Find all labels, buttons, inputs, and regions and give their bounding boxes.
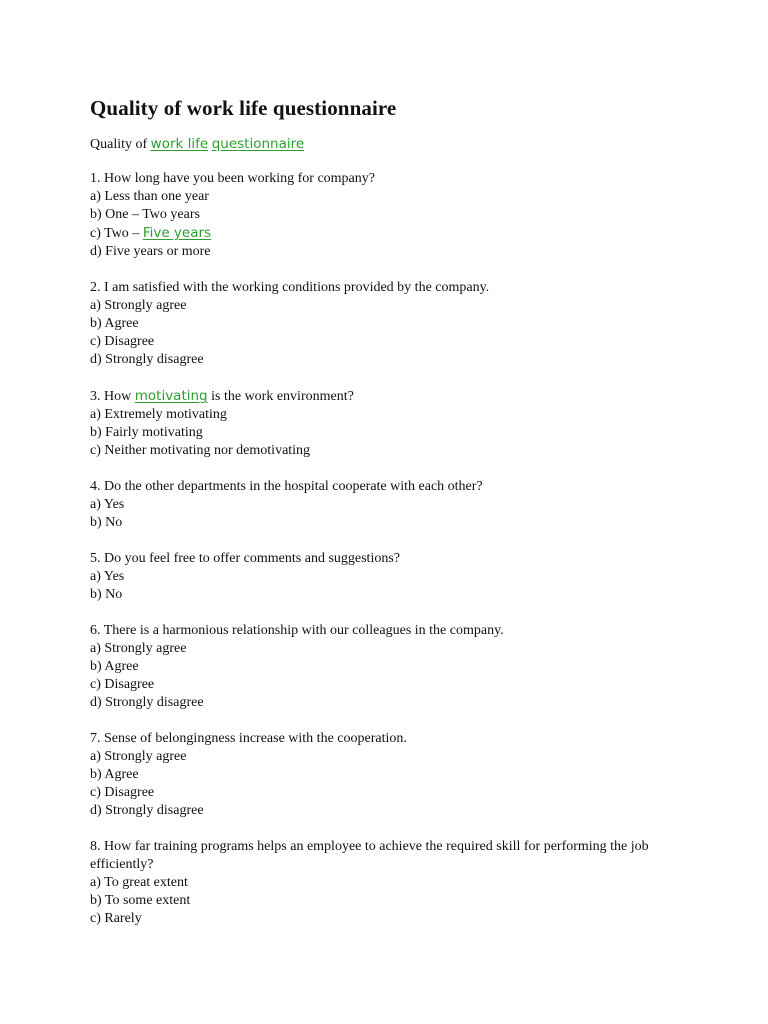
question-text: 8. How far training programs helps an employee to achieve the required skill for performing the job efficiently? (90, 839, 649, 872)
option-a: a) To great extent (90, 875, 188, 890)
option-a: a) Yes (90, 569, 125, 584)
option-c: c) Rarely (90, 911, 142, 926)
question-3 (90, 387, 690, 460)
document-page (90, 94, 690, 946)
option-a: a) Less than one year (90, 189, 209, 204)
question-6 (90, 622, 690, 712)
question-text: 7. Sense of belongingness increase with the cooperation. (90, 731, 407, 746)
page-title: Quality of work life questionnaire (90, 96, 397, 120)
question-text: 4. Do the other departments in the hospital cooperate with each other? (90, 479, 483, 494)
option-a: a) Strongly agree (90, 641, 187, 656)
option-a: a) Strongly agree (90, 749, 187, 764)
option-b: b) No (90, 587, 123, 602)
question-text: 6. There is a harmonious relationship with our colleagues in the company. (90, 623, 504, 638)
option-b: b) Agree (90, 659, 139, 674)
subtitle (90, 134, 690, 155)
option-b: b) To some extent (90, 893, 191, 908)
option-c-prefix: c) Two – (90, 226, 143, 241)
option-a: a) Strongly agree (90, 298, 187, 313)
question-text: 1. How long have you been working for company? (90, 171, 375, 186)
option-d: d) Strongly disagree (90, 803, 204, 818)
option-d: d) Five years or more (90, 244, 211, 259)
question-text-suffix: is the work environment? (207, 389, 354, 404)
option-b: b) Agree (90, 767, 139, 782)
work-life-link[interactable]: work life (150, 136, 209, 152)
question-text-prefix: 3. How (90, 389, 135, 404)
motivating-link[interactable]: motivating (134, 388, 208, 404)
question-1 (90, 170, 690, 261)
five-years-link[interactable]: Five years (142, 225, 212, 241)
option-a: a) Extremely motivating (90, 407, 227, 422)
question-4 (90, 478, 690, 532)
option-a: a) Yes (90, 497, 125, 512)
question-7 (90, 730, 690, 820)
subtitle-prefix: Quality of (90, 137, 151, 152)
question-2 (90, 279, 690, 369)
option-c (90, 224, 690, 243)
option-c: c) Disagree (90, 677, 155, 692)
option-c: c) Disagree (90, 785, 155, 800)
option-c: c) Neither motivating nor demotivating (90, 443, 311, 458)
option-d: d) Strongly disagree (90, 352, 204, 367)
option-c: c) Disagree (90, 334, 155, 349)
question-text (90, 387, 690, 406)
question-8 (90, 838, 690, 928)
question-5 (90, 550, 690, 604)
question-text: 5. Do you feel free to offer comments and suggestions? (90, 551, 400, 566)
option-d: d) Strongly disagree (90, 695, 204, 710)
questionnaire-link[interactable]: questionnaire (211, 136, 305, 152)
option-b: b) Fairly motivating (90, 425, 203, 440)
option-b: b) Agree (90, 316, 139, 331)
option-b: b) One – Two years (90, 207, 200, 222)
question-text: 2. I am satisfied with the working conditions provided by the company. (90, 280, 490, 295)
option-b: b) No (90, 515, 123, 530)
